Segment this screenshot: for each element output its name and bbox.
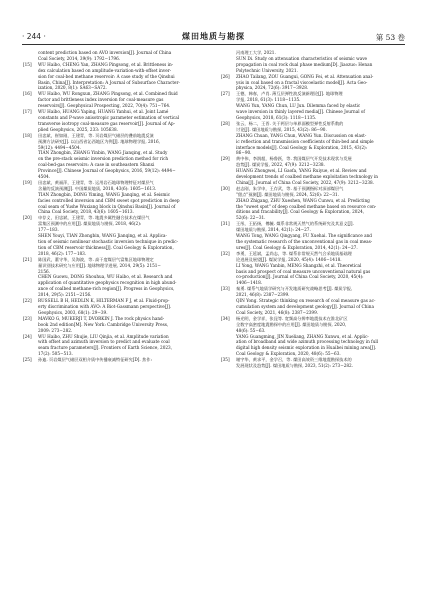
reference-line: 秦勇. 煤系气地质学研究与开发地质研究战略思考[J]. 煤炭学报, — [236, 286, 353, 292]
reference-line: 黄中伟，李润超，杨鲁跃，等. 我国煤层气开发技术现状与发展 — [236, 156, 352, 162]
reference-number: [19] — [23, 179, 32, 185]
reference-entry — [23, 91, 205, 109]
reference-line: TIAN Zhongbin, DONG Yiming, WANG Jianqing, et al. Seismic — [38, 191, 171, 197]
reference-line: ance of coalbed methane-rich region[J]. Progress in Geophysics, — [38, 286, 175, 292]
right-column — [221, 50, 403, 369]
reference-entry — [221, 121, 403, 156]
reference-line: application of quantitative geophysics recognition in high abund- — [38, 280, 177, 286]
reference-line: physica, 2024, 72(6): 3917−3928. — [236, 85, 309, 91]
reference-line: YANG Guangming, JIN Xueliang, ZHANG Xunwu, et al. Applic- — [236, 333, 369, 339]
reference-line: facies controlled inversion and CBM sweet spot prediction in deep — [38, 197, 180, 203]
reference-number: [25] — [23, 357, 32, 363]
reference-line: LI Yong, WANG Yanbin, MENG Shangzhi, et al. Theoretical — [236, 262, 362, 268]
reference-line: "甜点"预测[J]. 煤田地质与勘探, 2024, 52(6): 22−31. — [236, 191, 340, 197]
reference-number: [35] — [221, 357, 230, 363]
reference-line: RUSSELL B H, HEDLIN K, HILTERMAN F J, et al. Fluid-prop- — [38, 298, 170, 304]
reference-line: erty discrimination with AVO: A Biot-Gassmann perspective[J]. — [38, 303, 172, 309]
reference-line: 1406−1418. — [236, 280, 263, 286]
reference-line: WU Haibo, CHENG Yan, ZHANG Pingsong, et al. Brittleness in- — [38, 61, 174, 67]
reference-line: 52(6): 22−31. — [236, 215, 266, 221]
reference-line: reservoirs[J]. Geophysical Prospecting, 2022, 70(4): 751−764. — [38, 103, 171, 109]
reference-line: ditions and fracability[J]. Coal Geology & Exploration, 2024, — [236, 209, 365, 215]
reference-line: Coal Society, 2021, 46(8): 2387−2399. — [236, 309, 319, 315]
reference-line: factor and brittleness index inversion for coal-measure gas — [38, 97, 164, 103]
reference-line: 2021, 46(8): 2387−2399. — [236, 292, 290, 298]
reference-line: Province[J]. Chinese Journal of Geophysics, 2016, 59(12): 4494− — [38, 168, 176, 174]
reference-entry — [221, 156, 403, 186]
reference-number: [31] — [221, 221, 230, 227]
reference-line: dex calculation based on amplitude-variation-with-offset inver- — [38, 67, 172, 73]
journal-title: 煤田地质与勘探 — [182, 31, 245, 41]
reference-number: [18] — [23, 132, 32, 138]
reference-line: HUANG Zhongwei, LI Gaofa, YANG Ruiyue, et al. Review and — [236, 168, 367, 174]
reference-number: [23] — [23, 315, 32, 321]
reference-entry — [23, 334, 205, 358]
reference-entry — [221, 91, 403, 121]
reference-line: development trends of coalbed methane exploitation technology in — [236, 174, 378, 180]
reference-number: [20] — [23, 215, 32, 221]
reference-line: 申存义，田忠斌，王建青，等. 地震多属性融合技术在煤层气 — [38, 215, 150, 221]
reference-line: propagation in coal rock dual phase medium[D]. Jiaozuo: Henan — [236, 61, 373, 67]
reference-number: [30] — [221, 185, 230, 191]
reference-number: [26] — [221, 73, 230, 79]
reference-line: WANG Yun, YANG Chun, LU Jun. Dilemma faced by elastic — [236, 103, 361, 109]
reference-entry — [23, 180, 205, 215]
reference-entry — [23, 357, 205, 363]
reference-line: Coal Society, 2014, 39(9): 1792−1796. — [38, 55, 121, 61]
reference-entry — [221, 251, 403, 286]
reference-line: 4504. — [38, 174, 50, 180]
reference-line: 杨光明，金学祥，张昆等. 宽频高分辨率地震技术在淮北矿区 — [236, 315, 348, 321]
reference-line: 赵志刚，朱学申，王存武，等. 基于预测指标对深部煤层气 — [236, 185, 344, 191]
reference-line: seam fracture parameters[J]. Frontiers of Earth Science, 2023, — [38, 345, 173, 351]
reference-line: 谢宇华，黄求平，金学召，等. 煤田高效资三维地震勘探技术的 — [236, 357, 352, 363]
reference-line: 田忠斌，崔如刚，王建青，等. 页岩煤层气储层的叠前地震反演 — [38, 132, 154, 138]
reference-line: plied Geophysics, 2025, 233: 105638. — [38, 126, 118, 132]
reference-line: 发展现状及趋势[J]. 煤田地质与勘探, 2023, 51(2): 273−282. — [236, 363, 354, 369]
reference-line: basis and prospect of coal measure unconventional natural gas — [236, 268, 371, 274]
reference-line: Coal Geology & Exploration, 2020, 48(6): 55−63. — [236, 351, 341, 357]
reference-number: [28] — [221, 120, 230, 126]
reference-line: 全数字高密度地震勘探中的应用[J]. 煤田地质与勘探, 2020, — [236, 321, 347, 327]
reference-line: ation of broadband and wide azimuth processing technology in full — [236, 339, 379, 345]
reference-line: 177−183. — [38, 227, 59, 233]
reference-continuation — [221, 50, 403, 74]
reference-line: digital high density seismic exploration in Huaibei mining area[J]. — [236, 345, 377, 351]
reference-entry — [23, 133, 205, 180]
reference-number: [27] — [221, 91, 230, 97]
reference-line: WANG Tong, WANG Qingyang, FU Xuehai. The significance and — [236, 233, 372, 239]
reference-line: tion of seismic nonlinear stochastic inversion technique in predic- — [38, 239, 179, 244]
reference-line: ures[J]. Coal Geology & Exploration, 2014, 42(1): 24−27. — [236, 244, 358, 250]
reference-line: with offset and azimuth inversion to predict and evaluate coal — [38, 339, 170, 345]
reference-line: Polytechnic University, 2021. — [236, 67, 298, 73]
reference-line: 河南理工大学, 2021. — [236, 50, 276, 55]
reference-line: interface models[J]. Coal Geology & Exploration, 2015, 43(2): — [236, 144, 368, 150]
reference-continuation — [23, 50, 205, 62]
reference-line: 讨论[J]. 煤田地质与勘探, 2015, 43(2): 86−90. — [236, 126, 327, 132]
reference-number: [21] — [23, 256, 32, 262]
reference-entry — [23, 316, 205, 334]
reference-line: coal seam of Yushe Wuxiang block in Qinshui Basin[J]. Journal of — [38, 203, 176, 209]
reference-line: wave inversion in thinly layered media[J]. Chinese Journal of — [236, 109, 365, 115]
reference-entry — [23, 257, 205, 298]
reference-entry — [23, 109, 205, 133]
reference-line: China[J]. Journal of China Coal Society, 2022, 47(9): 3212−3238. — [236, 179, 375, 185]
reference-entry — [23, 298, 205, 316]
reference-line: 86−90. — [236, 150, 252, 156]
reference-line: SUN Di. Study on attenuation characteristics of seismic wave — [236, 55, 368, 61]
reference-line: content prediction based on AVO inversion[J]. Journal of China — [38, 50, 172, 55]
reference-line: WU Haibo, ZHU Shujie, LIU Qinjia, et al. Amplitude variation — [38, 333, 169, 339]
reference-entry — [221, 221, 403, 251]
reference-entry — [221, 186, 403, 221]
reference-line: 论进展及展望[J]. 煤炭学报, 2020, 45(4): 1406−1418. — [236, 256, 342, 262]
reference-line: ic reflection and transmission coefficients of thin-bed and simple — [236, 138, 374, 144]
reference-line: ization, 2020, 8(1): SA63−SA72. — [38, 85, 107, 91]
reference-line: ZHAO Tailang, ZOU Guangui, GONG Fei, et al. Attenuation anal- — [236, 73, 374, 79]
reference-number: [29] — [221, 156, 230, 162]
reference-line: 量识别技术研究与应用[J]. 地球物理学进展, 2014, 29(5): 2151− — [38, 262, 161, 268]
reference-line: 煤田地质与勘探, 2014, 42(1): 24−27. — [236, 227, 311, 233]
reference-line: 趋势[J]. 煤炭学报, 2022, 47(9): 3212−3238. — [236, 162, 325, 168]
reference-line: the systematic research of the unconventional gas in coal meas- — [236, 239, 373, 244]
reference-line: 2009: 273−282. — [38, 327, 73, 333]
reference-number: [33] — [221, 286, 230, 292]
reference-line: sion for coal-bed methane reservoir: A case study of the Qinshui — [38, 73, 175, 79]
reference-line: WU Haibo, WU Rongxun, ZHANG Pingsong, et al. Combined fluid — [38, 91, 178, 97]
reference-line: TIAN Zhongbin, ZHANG Yinbin, WANG Jianqing, et al. Study — [38, 150, 168, 156]
reference-line: transverse isotropy coal-measure gas reservoir[J]. Journal of Ap- — [38, 120, 176, 126]
reference-line: MAVKO G, MUKERJI T, DVORKIN J. The rock physics hand- — [38, 315, 165, 321]
reference-line: coal-bed-gas reservoirs: A case in southeastern Shanxi — [38, 162, 155, 168]
reference-line: ZHANG Chuan, YANG Chun, WANG Yun. Discussion on elast- — [236, 132, 367, 138]
reference-line: 张云，杨二，王晋. 关于两层与单界面模型弹性反射系数的 — [236, 120, 344, 126]
reference-line: book 2nd edition[M]. New York: Cambridge University Press, — [38, 321, 169, 327]
reference-line: 王德，韩春，卢肖. 薄互层弹性波反演新理论[J]. 地球物理 — [236, 91, 343, 97]
reference-line: 富集区预测中的应用[J]. 煤炭地质与勘探, 2018, 46(2): — [38, 221, 142, 227]
reference-line: constants and P-wave anisotropic parameter estimation of vertical — [38, 114, 180, 120]
reference-entry — [221, 357, 403, 369]
reference-entry — [221, 286, 403, 316]
page-number: · 244 · — [22, 32, 46, 41]
page-header — [22, 30, 405, 45]
reference-line: co-production[J]. Journal of China Coal Society, 2020, 45(4): — [236, 274, 364, 280]
reference-number: [22] — [23, 298, 32, 304]
reference-line: the "sweet spot" of deep coalbed methane based on resource con- — [236, 203, 377, 209]
reference-line: 王彤，王拓扬，傅毓. 煤系非常规天然气的系统研究及其意义[J]. — [236, 221, 354, 227]
reference-line: 2156. — [38, 268, 50, 274]
reference-line: Geophysics, 2003, 68(1): 29−39. — [38, 309, 108, 315]
reference-line: on the pre-stack seismic inversion prediction method for rich — [38, 156, 169, 162]
reference-line: 59(12): 4494−4504. — [38, 144, 81, 150]
reference-line: 预测方法研究[J]. 以山西省沁西地区为例[J]. 地球物理学报, 2016, — [38, 138, 160, 144]
reference-line: 孙迪. 页岩煤层气储层双相介质中传播衰减特征研究[D]. 焦作: — [38, 357, 152, 363]
reference-number: [32] — [221, 250, 230, 256]
reference-entry — [23, 215, 205, 256]
reference-number: [34] — [221, 315, 230, 321]
reference-entry — [221, 316, 403, 357]
reference-line: 含量的反演预测[J]. 中国煤炭地质, 2018, 43(6): 1605−1613. — [38, 185, 157, 191]
reference-line: QIN Yong. Strategic thinking on research of coal measure gas ac- — [236, 298, 376, 304]
reference-line: Basin, China[J]. Interpretation: A Journal of Subsurface Character- — [38, 79, 180, 85]
reference-line: WU Haibo, HUANG Yaping, HUANG Yanhui, et al. Joint Lamé — [38, 109, 169, 115]
reference-line: CHEN Guowu, DONG Shouhua, WU Haibo, et al. Research and — [38, 274, 173, 280]
reference-line: SHEN Youyi, TIAN Zhongbin, WANG Jianqing, et al. Applica- — [38, 233, 167, 239]
reference-line: 17(2): 505−513. — [38, 351, 73, 357]
reference-line: 陈国武，董守华，吴海波，等. 高干度煤层气富集区地球物理定 — [38, 256, 154, 262]
reference-line: 学报, 2018, 61(3): 1118−1135. — [236, 97, 301, 103]
reference-line: 李勇，王延斌，孟尚志，等. 煤系非常规天然气合采地质基础理 — [236, 250, 352, 256]
reference-line: 2014, 29(5): 2151−2156. — [38, 292, 92, 298]
reference-entry — [221, 74, 403, 92]
reference-number: [24] — [23, 333, 32, 339]
reference-line: cumulation system and development geology[J]. Journal of China — [236, 303, 374, 309]
reference-line: China Coal Society, 2018, 43(6): 1605−1613. — [38, 209, 134, 215]
reference-line: 48(6): 55−63. — [236, 327, 266, 333]
reference-line: 2018, 46(2): 177−183. — [38, 250, 87, 256]
reference-line: ZHAO Zhigang, ZHU Xueshen, WANG Cunwu, et al. Predicting — [236, 197, 370, 203]
reference-line: ysis in coal based on a fractal viscoelastic model[J]. Acta Geo- — [236, 79, 368, 85]
reference-line: tion of CBM reservoir thickness[J]. Coal Geology & Exploration, — [38, 244, 174, 250]
left-column — [23, 50, 205, 363]
volume-label: 第 53 卷 — [375, 33, 405, 42]
reference-line: 田忠斌，黄福萍，王建青，等. 运用岩石地球物理特征对煤层气 — [38, 179, 154, 185]
reference-line: Geophysics, 2018, 61(3): 1118−1135. — [236, 114, 317, 120]
reference-entry — [23, 62, 205, 92]
reference-number: [16] — [23, 91, 32, 97]
reference-number: [17] — [23, 109, 32, 115]
reference-number: [15] — [23, 61, 32, 67]
